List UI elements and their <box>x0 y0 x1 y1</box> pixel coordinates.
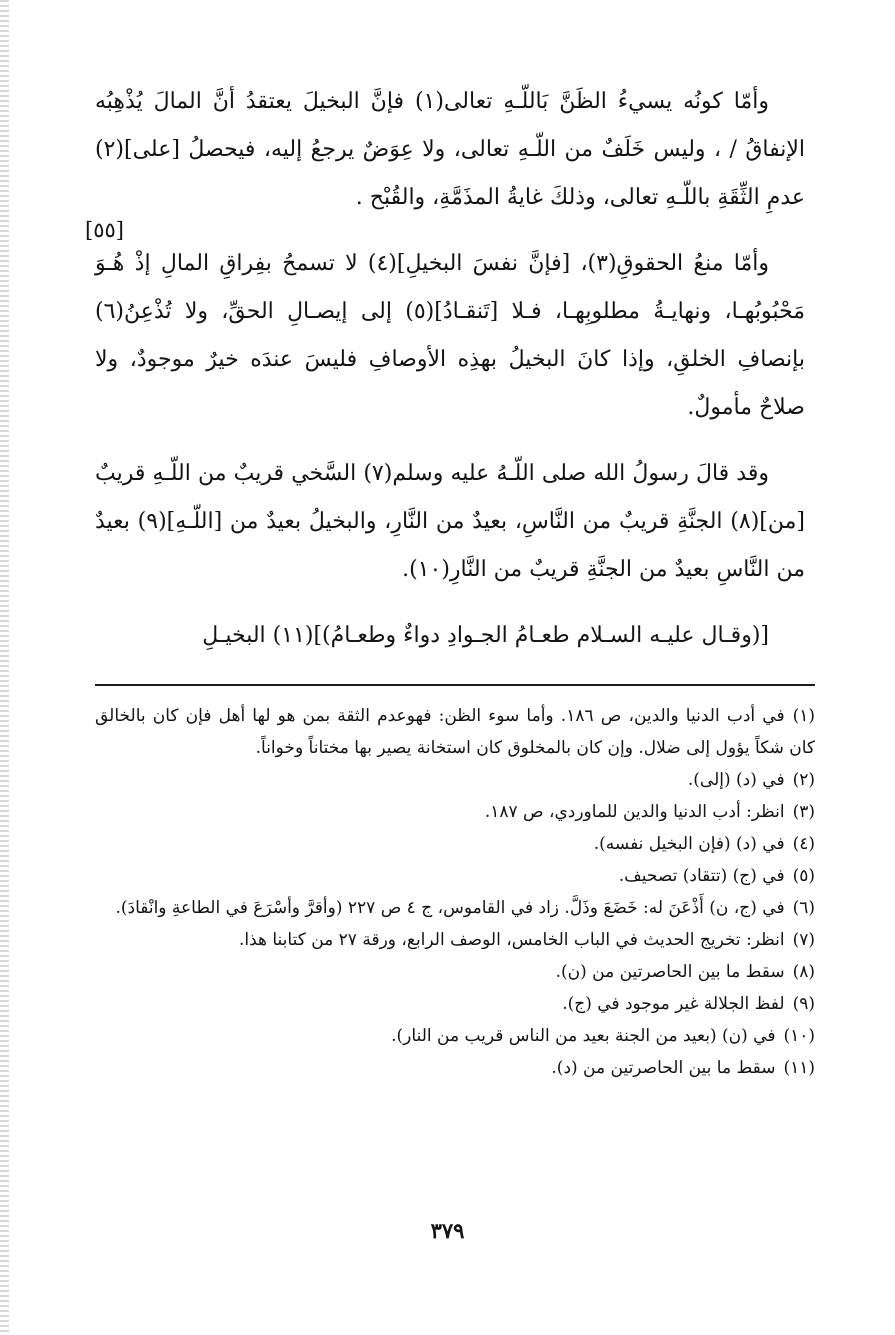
footnote-number: (٥) <box>792 866 815 886</box>
paragraph-1: وأمّا كونُه يسيءُ الظَنَّ بَاللّـهِ تعالى(١) فإنَّ البخيلَ يعتقدُ أنَّ المالَ يُذْهِبُه الإنفاقُ / ، وليس خَلَفٌ من اللّـهِ تعالى، ولا عِوَضٌ يرجعُ إليه، فيحصلُ [على](٢) عدمِ الثِّقَةِ باللّـهِ تعالى، وذلكَ غايةُ المذَمَّةِ، والقُبْح . <box>95 89 805 210</box>
footnote-3 <box>95 796 815 828</box>
footnote-number: (١١) <box>783 1058 815 1078</box>
paragraph-4: [(وقـال عليـه السـلام طعـامُ الجـوادِ دواءٌ وطعـامُ)](١١) البخيـلِ <box>202 623 769 648</box>
footnote-text: في أدب الدنيا والدين، ص ١٨٦. وأما سوء الظن: فهوعدم الثقة بمن هو لها أهل فإن كان بالخالق كان شكاً يؤول إلى ضلال. وإن كان بالمخلوق كان استخانة يصير بها مختاناً وخواناً. <box>95 706 815 758</box>
footnote-4 <box>95 828 815 860</box>
footnote-2 <box>95 764 815 796</box>
footnote-text: انظر: أدب الدنيا والدين للماوردي، ص ١٨٧. <box>484 802 785 822</box>
footnote-9 <box>95 988 815 1020</box>
paragraph-2: وأمّا منعُ الحقوقِ(٣)، [فإنَّ نفسَ البخيلِ](٤) لا تسمحُ بفِراقِ المالِ إذْ هُـوَ مَحْبُوبُهـا، ونهايـةُ مطلوبِهـا، فـلا [تَنقـادُ](٥) إلى إيصـالِ الحقِّ، ولا تُذْعِنُ(٦) بإنصافِ الخلقِ، وإذا كانَ البخيلُ بهذِه الأوصافِ فليسَ عندَه خيرٌ موجودٌ، ولا صلاحٌ مأمولٌ. <box>95 251 805 420</box>
main-text <box>85 78 805 668</box>
margin-folio-ref: [٥٥] <box>85 218 124 242</box>
footnote-text: في (د) (إلى). <box>687 770 785 790</box>
footnote-number: (١٠) <box>783 1026 815 1046</box>
footnote-text: في (ج) (تتقاد) تصحيف. <box>618 866 785 886</box>
footnote-number: (٨) <box>792 962 815 982</box>
footnote-number: (٢) <box>792 770 815 790</box>
footnote-number: (٤) <box>792 834 815 854</box>
footnote-number: (١) <box>792 706 815 726</box>
footnote-text: سقط ما بين الحاصرتين من (د). <box>551 1058 776 1078</box>
footnote-5 <box>95 860 815 892</box>
scan-edge-mark <box>0 0 9 1335</box>
footnote-7 <box>95 924 815 956</box>
footnote-6 <box>95 892 815 924</box>
footnote-text: سقط ما بين الحاصرتين من (ن). <box>555 962 785 982</box>
footnotes <box>95 700 815 1084</box>
footnote-number: (٣) <box>792 802 815 822</box>
footnote-text: انظر: تخريج الحديث في الباب الخامس، الوصف الرابع، ورقة ٢٧ من كتابنا هذا. <box>238 930 785 950</box>
footnote-number: (٦) <box>792 898 815 918</box>
paragraph-3: وقد قالَ رسولُ الله صلى اللّـهُ عليه وسلم(٧) السَّخي قريبٌ من اللّـهِ قريبٌ [من](٨) الجنَّةِ قريبٌ من النَّاسِ، بعيدٌ من النَّارِ، والبخيلُ بعيدٌ من [اللّـهِ](٩) بعيدٌ من النَّاسِ بعيدٌ من الجنَّةِ قريبٌ من النَّارِ(١٠). <box>95 461 805 582</box>
footnote-1 <box>95 700 815 764</box>
footnote-text: في (د) (فإن البخيل نفسه). <box>593 834 785 854</box>
footnote-divider <box>95 684 815 686</box>
footnote-number: (٧) <box>792 930 815 950</box>
footnote-8 <box>95 956 815 988</box>
footnote-text: في (ج، ن) أَذْعَنَ له: خَضَعَ وذَلَّ. زاد في القاموس، ج ٤ ص ٢٢٧ (وأقرَّ وأسْرَعَ في الطاعةِ وانْقادَ). <box>115 898 785 918</box>
footnote-number: (٩) <box>792 994 815 1014</box>
footnote-text: في (ن) (بعيد من الجنة بعيد من الناس قريب من النار). <box>391 1026 776 1046</box>
footnote-11 <box>95 1052 815 1084</box>
footnote-10 <box>95 1020 815 1052</box>
page-number: ٣٧٩ <box>430 1218 465 1243</box>
footnote-text: لفظ الجلالة غير موجود في (ج). <box>562 994 785 1014</box>
